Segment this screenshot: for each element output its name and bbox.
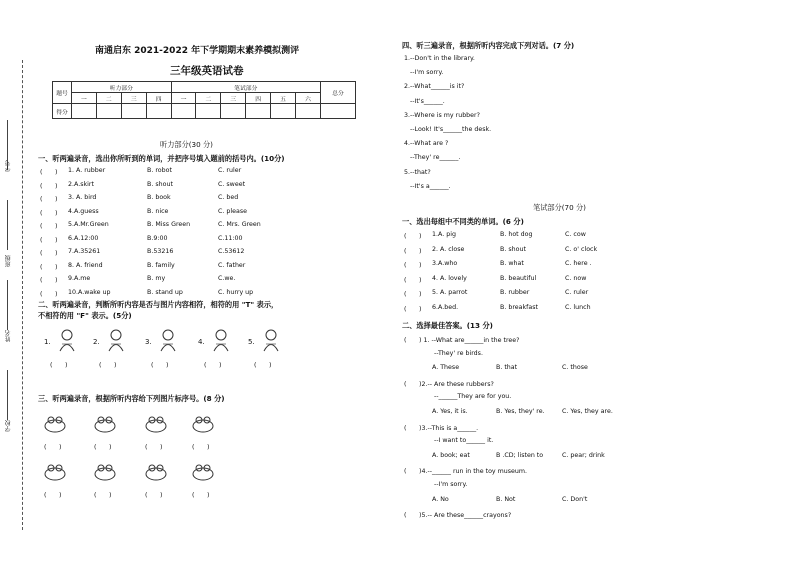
answer-paren[interactable]: ( ): [404, 291, 422, 299]
q6-option-a: A. book; eat: [432, 451, 470, 459]
q2-picture: [56, 328, 78, 352]
score-table-col: 四: [246, 93, 271, 104]
q6-option-a: A. No: [432, 495, 449, 503]
q5-option-b: B. breakfast: [500, 304, 538, 311]
q2-title-line2: 不相符的用 "F" 表示。(5分): [38, 311, 132, 320]
q3-answer-paren[interactable]: ( ): [44, 492, 62, 499]
q1-option-a: 9.A.me: [68, 275, 91, 282]
q2-picture: [260, 328, 282, 352]
q6-dialogue-line: --They' re birds.: [434, 349, 483, 357]
q1-option-a: 2.A.skirt: [68, 180, 94, 188]
score-table-total: 总分: [321, 82, 356, 104]
answer-paren[interactable]: ( ): [40, 263, 58, 271]
q5-option-b: B. rubber: [500, 289, 530, 297]
q5-option-b: B. hot dog: [500, 231, 533, 238]
score-table-col: 二: [96, 93, 121, 104]
q6-dialogue-line: --______They are for you.: [434, 393, 512, 401]
q1-option-b: B. my: [147, 275, 166, 282]
score-cell[interactable]: [171, 104, 196, 119]
q2-answer-paren[interactable]: ( ): [204, 362, 222, 369]
answer-paren[interactable]: ( ): [40, 277, 58, 284]
q1-option-b: B. stand up: [147, 288, 183, 296]
score-cell[interactable]: [121, 104, 146, 119]
q1-option-b: B. book: [147, 194, 171, 201]
answer-paren[interactable]: ( ): [40, 182, 58, 190]
q3-answer-paren[interactable]: ( ): [145, 492, 163, 499]
score-cell[interactable]: [271, 104, 296, 119]
q2-number: 4.: [198, 338, 205, 346]
q2-number: 3.: [145, 338, 152, 346]
q6-question: ( )5.-- Are these______crayons?: [404, 512, 512, 520]
q1-option-c: C.we.: [218, 275, 236, 282]
binding-blank-line: [7, 370, 9, 420]
q6-question: ( )4.--______ run in the toy museum.: [404, 468, 528, 476]
q6-option-c: C. Yes, they are.: [562, 408, 613, 415]
q5-option-c: C. o' clock: [565, 245, 598, 253]
q1-option-a: 8. A. friend: [68, 261, 103, 269]
q4-dialogue-line: --They' re______.: [410, 154, 461, 162]
q1-option-c: C. sweet: [218, 180, 246, 188]
q4-dialogue-line: --I'm sorry.: [410, 69, 444, 77]
q1-option-b: B.9:00: [147, 234, 168, 242]
q4-dialogue-line: 3.--Where is my rubber?: [404, 111, 480, 119]
q5-option-a: 5. A. parrot: [432, 289, 468, 297]
binding-strip: [0, 0, 30, 561]
q6-question: ( )3.--This is a______.: [404, 424, 479, 432]
q3-answer-paren[interactable]: ( ): [94, 444, 112, 451]
q6-title: 二、选择最佳答案。(13 分): [402, 321, 493, 330]
q5-option-a: 4. A. lovely: [432, 274, 467, 282]
score-cell[interactable]: [296, 104, 321, 119]
q2-title-line1: 二、听两遍录音，判断所听内容是否与图片内容相符，相符的用 "T" 表示，: [38, 300, 279, 309]
score-table-col: 五: [271, 93, 296, 104]
q6-option-b: B. that: [496, 364, 518, 372]
q4-dialogue-line: 5.--that?: [404, 168, 431, 176]
score-table-col: 一: [171, 93, 196, 104]
binding-blank-line: [7, 280, 9, 330]
answer-paren[interactable]: ( ): [40, 236, 58, 244]
score-table-col: 六: [296, 93, 321, 104]
q2-number: 5.: [248, 338, 255, 346]
listening-section-title: 听力部分(30 分): [160, 140, 213, 149]
score-cell-total[interactable]: [321, 104, 356, 119]
q4-title: 四、听三遍录音，根据所听内容完成下列对话。(7 分): [402, 41, 575, 50]
binding-label-name: 姓名: [5, 330, 12, 342]
q5-option-a: 3.A.who: [432, 260, 458, 268]
score-table-col: 三: [221, 93, 246, 104]
score-cell[interactable]: [146, 104, 171, 119]
q2-number: 2.: [93, 338, 100, 346]
answer-paren[interactable]: ( ): [404, 233, 422, 240]
q1-option-c: C. father: [218, 261, 246, 269]
q6-option-a: A. Yes, it is.: [432, 408, 468, 415]
q1-option-c: C. hurry up: [218, 288, 254, 296]
answer-paren[interactable]: ( ): [40, 250, 58, 257]
q1-option-a: 3. A. bird: [68, 194, 97, 201]
q1-option-c: C. ruler: [218, 167, 242, 174]
q3-title: 三、听两遍录音，根据所听内容给下列图片标序号。(8 分): [38, 394, 225, 403]
q1-option-a: 6.A.12:00: [68, 234, 99, 242]
q5-option-a: 6.A.bed.: [432, 304, 459, 311]
q1-option-c: C.53612: [218, 248, 245, 255]
q1-option-a: 7.A.35261: [68, 248, 101, 255]
binding-dashed-line: [22, 60, 23, 530]
q3-picture: [42, 460, 68, 484]
q2-answer-paren[interactable]: ( ): [99, 362, 117, 369]
score-table-written: 笔试部分: [171, 82, 320, 93]
q4-dialogue-line: 2.--What______is it?: [404, 83, 465, 91]
answer-paren[interactable]: ( ): [40, 209, 58, 217]
q6-dialogue-line: --I'm sorry.: [434, 481, 468, 488]
answer-paren[interactable]: ( ): [40, 223, 58, 230]
score-table-col: 二: [196, 93, 221, 104]
q5-title: 一、选出每组中不同类的单词。(6 分): [402, 217, 524, 226]
q2-picture: [157, 328, 179, 352]
binding-blank-line: [7, 200, 9, 250]
q3-picture: [143, 460, 169, 484]
answer-paren[interactable]: ( ): [404, 276, 422, 284]
q5-option-c: C. ruler: [565, 289, 589, 297]
q5-option-a: 2. A. close: [432, 245, 465, 253]
score-table-col: 四: [146, 93, 171, 104]
q5-option-c: C. cow: [565, 231, 586, 238]
score-table-listening: 听力部分: [72, 82, 172, 93]
score-cell[interactable]: [221, 104, 246, 119]
q2-number: 1.: [44, 338, 51, 346]
q1-option-b: B. shout: [147, 180, 173, 188]
q2-answer-paren[interactable]: ( ): [50, 362, 68, 369]
answer-paren[interactable]: ( ): [404, 306, 422, 313]
q1-option-a: 1. A. rubber: [68, 167, 106, 174]
exam-title: 南通启东 2021-2022 年下学期期末素养模拟测评: [95, 46, 300, 56]
q1-option-a: 4.A.guess: [68, 207, 99, 215]
binding-label-school: 学校: [5, 420, 12, 432]
answer-paren[interactable]: ( ): [40, 169, 58, 176]
answer-paren[interactable]: ( ): [40, 196, 58, 203]
q1-option-b: B. nice: [147, 207, 169, 215]
q4-dialogue-line: --It's a______.: [410, 182, 451, 190]
q4-dialogue-line: 4.--What are ?: [404, 140, 449, 148]
q3-answer-paren[interactable]: ( ): [192, 444, 210, 451]
score-table-score-label: 得分: [53, 104, 72, 119]
q1-option-c: C. please: [218, 207, 248, 215]
q4-dialogue-line: --It's______.: [410, 97, 445, 105]
q3-picture: [190, 460, 216, 484]
q5-option-c: C. lunch: [565, 304, 591, 311]
q3-picture: [42, 412, 68, 436]
answer-paren[interactable]: ( ): [404, 247, 422, 255]
q1-option-a: 10.A.wake up: [68, 288, 111, 296]
q1-option-c: C. Mrs. Green: [218, 221, 261, 228]
q1-option-c: C. bed: [218, 194, 239, 201]
answer-paren[interactable]: ( ): [404, 262, 422, 270]
answer-paren[interactable]: ( ): [40, 290, 58, 298]
q5-option-b: B. shout: [500, 245, 526, 253]
q4-dialogue-line: --Look! It's______the desk.: [410, 126, 492, 133]
q6-question: ( ) 1. --What are______in the tree?: [404, 337, 520, 344]
q3-answer-paren[interactable]: ( ): [145, 444, 163, 451]
q6-dialogue-line: --I want to______ it.: [434, 437, 494, 445]
q1-option-b: B. family: [147, 261, 175, 269]
score-cell[interactable]: [246, 104, 271, 119]
q6-option-b: B. Yes, they' re.: [496, 408, 545, 415]
q6-option-b: B. Not: [496, 495, 516, 503]
q3-picture: [143, 412, 169, 436]
score-cell[interactable]: [72, 104, 97, 119]
q3-answer-paren[interactable]: ( ): [192, 492, 210, 499]
q3-answer-paren[interactable]: ( ): [94, 492, 112, 499]
score-table: [52, 81, 356, 119]
q2-picture: [210, 328, 232, 352]
q6-option-b: B .CD; listen to: [496, 451, 544, 459]
q3-picture: [92, 460, 118, 484]
q1-option-b: B. Miss Green: [147, 221, 191, 228]
q3-answer-paren[interactable]: ( ): [44, 444, 62, 451]
exam-subtitle: 三年级英语试卷: [170, 65, 244, 77]
q1-option-b: B. robot: [147, 167, 172, 174]
q2-picture: [105, 328, 127, 352]
q1-title: 一、听两遍录音，选出你所听到的单词，并把序号填入题前的括号内。(10分): [38, 154, 285, 163]
q6-option-a: A. These: [432, 364, 460, 372]
q2-answer-paren[interactable]: ( ): [254, 362, 272, 369]
q2-answer-paren[interactable]: ( ): [151, 362, 169, 369]
score-cell[interactable]: [96, 104, 121, 119]
q1-option-c: C.11:00: [218, 234, 243, 242]
score-table-col: 一: [72, 93, 97, 104]
written-section-title: 笔试部分(70 分): [533, 203, 586, 212]
q1-option-a: 5.A.Mr.Green: [68, 221, 109, 228]
q1-option-b: B.53216: [147, 248, 174, 255]
q6-option-c: C. those: [562, 364, 588, 372]
q5-option-b: B. beautiful: [500, 274, 537, 282]
q4-dialogue-line: 1.--Don't in the library.: [404, 55, 475, 62]
q5-option-a: 1.A. pig: [432, 231, 456, 238]
q6-question: ( )2.-- Are these rubbers?: [404, 380, 494, 388]
score-cell[interactable]: [196, 104, 221, 119]
score-table-col: 三: [121, 93, 146, 104]
q3-picture: [190, 412, 216, 436]
q5-option-c: C. now: [565, 274, 587, 282]
q5-option-c: C. here .: [565, 260, 592, 268]
q5-option-b: B. what: [500, 260, 524, 268]
q6-option-c: C. pear; drink: [562, 451, 605, 459]
binding-label-number: 学号: [5, 160, 12, 172]
score-table-header: 题号: [53, 82, 72, 104]
q3-picture: [92, 412, 118, 436]
binding-label-class: 班级: [5, 255, 12, 267]
q6-option-c: C. Don't: [562, 495, 588, 503]
